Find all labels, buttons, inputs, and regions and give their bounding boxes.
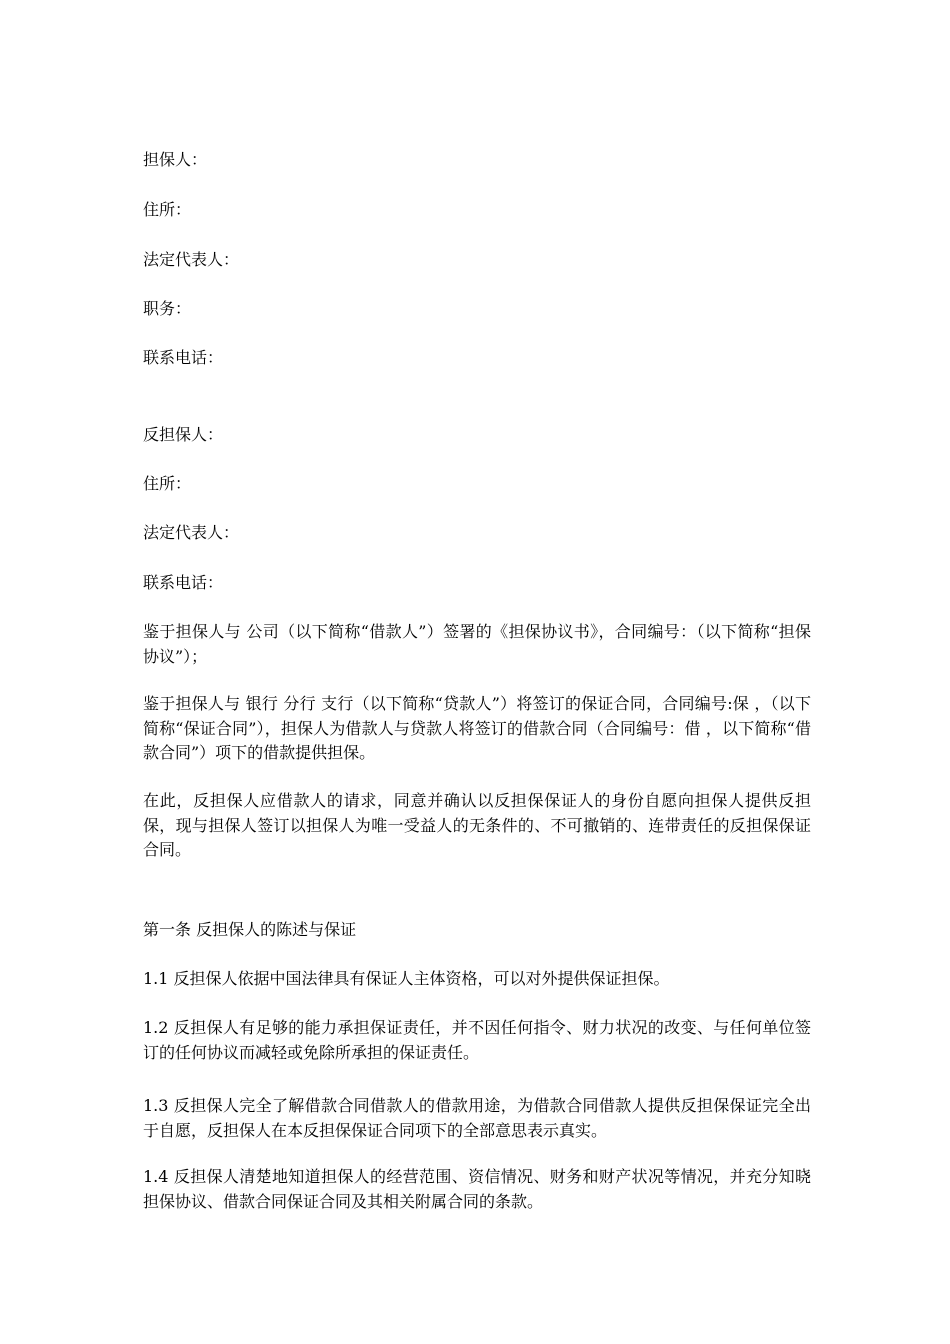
counter-guarantor-phone-label: 联系电话： (143, 573, 224, 592)
guarantor-address-label: 住所： (143, 200, 192, 219)
clause-1-2: 1.2 反担保人有足够的能力承担保证责任，并不因任何指令、财力状况的改变、与任何单位签订的任何协议而减轻或免除所承担的保证责任。 (143, 1018, 811, 1062)
recital-paragraph-1: 鉴于担保人与 公司（以下简称“借款人”）签署的《担保协议书》，合同编号：（以下简称“担保协议”）； (143, 622, 811, 666)
counter-guarantor-name-label: 反担保人： (143, 425, 224, 444)
guarantor-position-label: 职务： (143, 299, 192, 318)
counter-guarantor-address-label: 住所： (143, 474, 192, 493)
counter-guarantor-legal-rep-label: 法定代表人： (143, 523, 240, 542)
clause-1-4: 1.4 反担保人清楚地知道担保人的经营范围、资信情况、财务和财产状况等情况，并充分知晓担保协议、借款合同保证合同及其相关附属合同的条款。 (143, 1167, 811, 1211)
guarantor-phone-label: 联系电话： (143, 348, 224, 367)
clause-1-1: 1.1 反担保人依据中国法律具有保证人主体资格，可以对外提供保证担保。 (143, 969, 670, 988)
clause-1-3: 1.3 反担保人完全了解借款合同借款人的借款用途，为借款合同借款人提供反担保保证完全出于自愿，反担保人在本反担保保证合同项下的全部意思表示真实。 (143, 1096, 811, 1140)
guarantor-name-label: 担保人： (143, 150, 208, 169)
recital-paragraph-3: 在此，反担保人应借款人的请求，同意并确认以反担保保证人的身份自愿向担保人提供反担保，现与担保人签订以担保人为唯一受益人的无条件的、不可撤销的、连带责任的反担保保证合同。 (143, 791, 811, 859)
guarantor-legal-rep-label: 法定代表人： (143, 250, 240, 269)
article-1-heading: 第一条 反担保人的陈述与保证 (143, 920, 357, 939)
recital-paragraph-2: 鉴于担保人与 银行 分行 支行（以下简称“贷款人”）将签订的保证合同，合同编号:保 ，（以下简称“保证合同”），担保人为借款人与贷款人将签订的借款合同（合同编号：借 ，以下简称“借款合同”）项下的借款提供担保。 (143, 694, 811, 762)
